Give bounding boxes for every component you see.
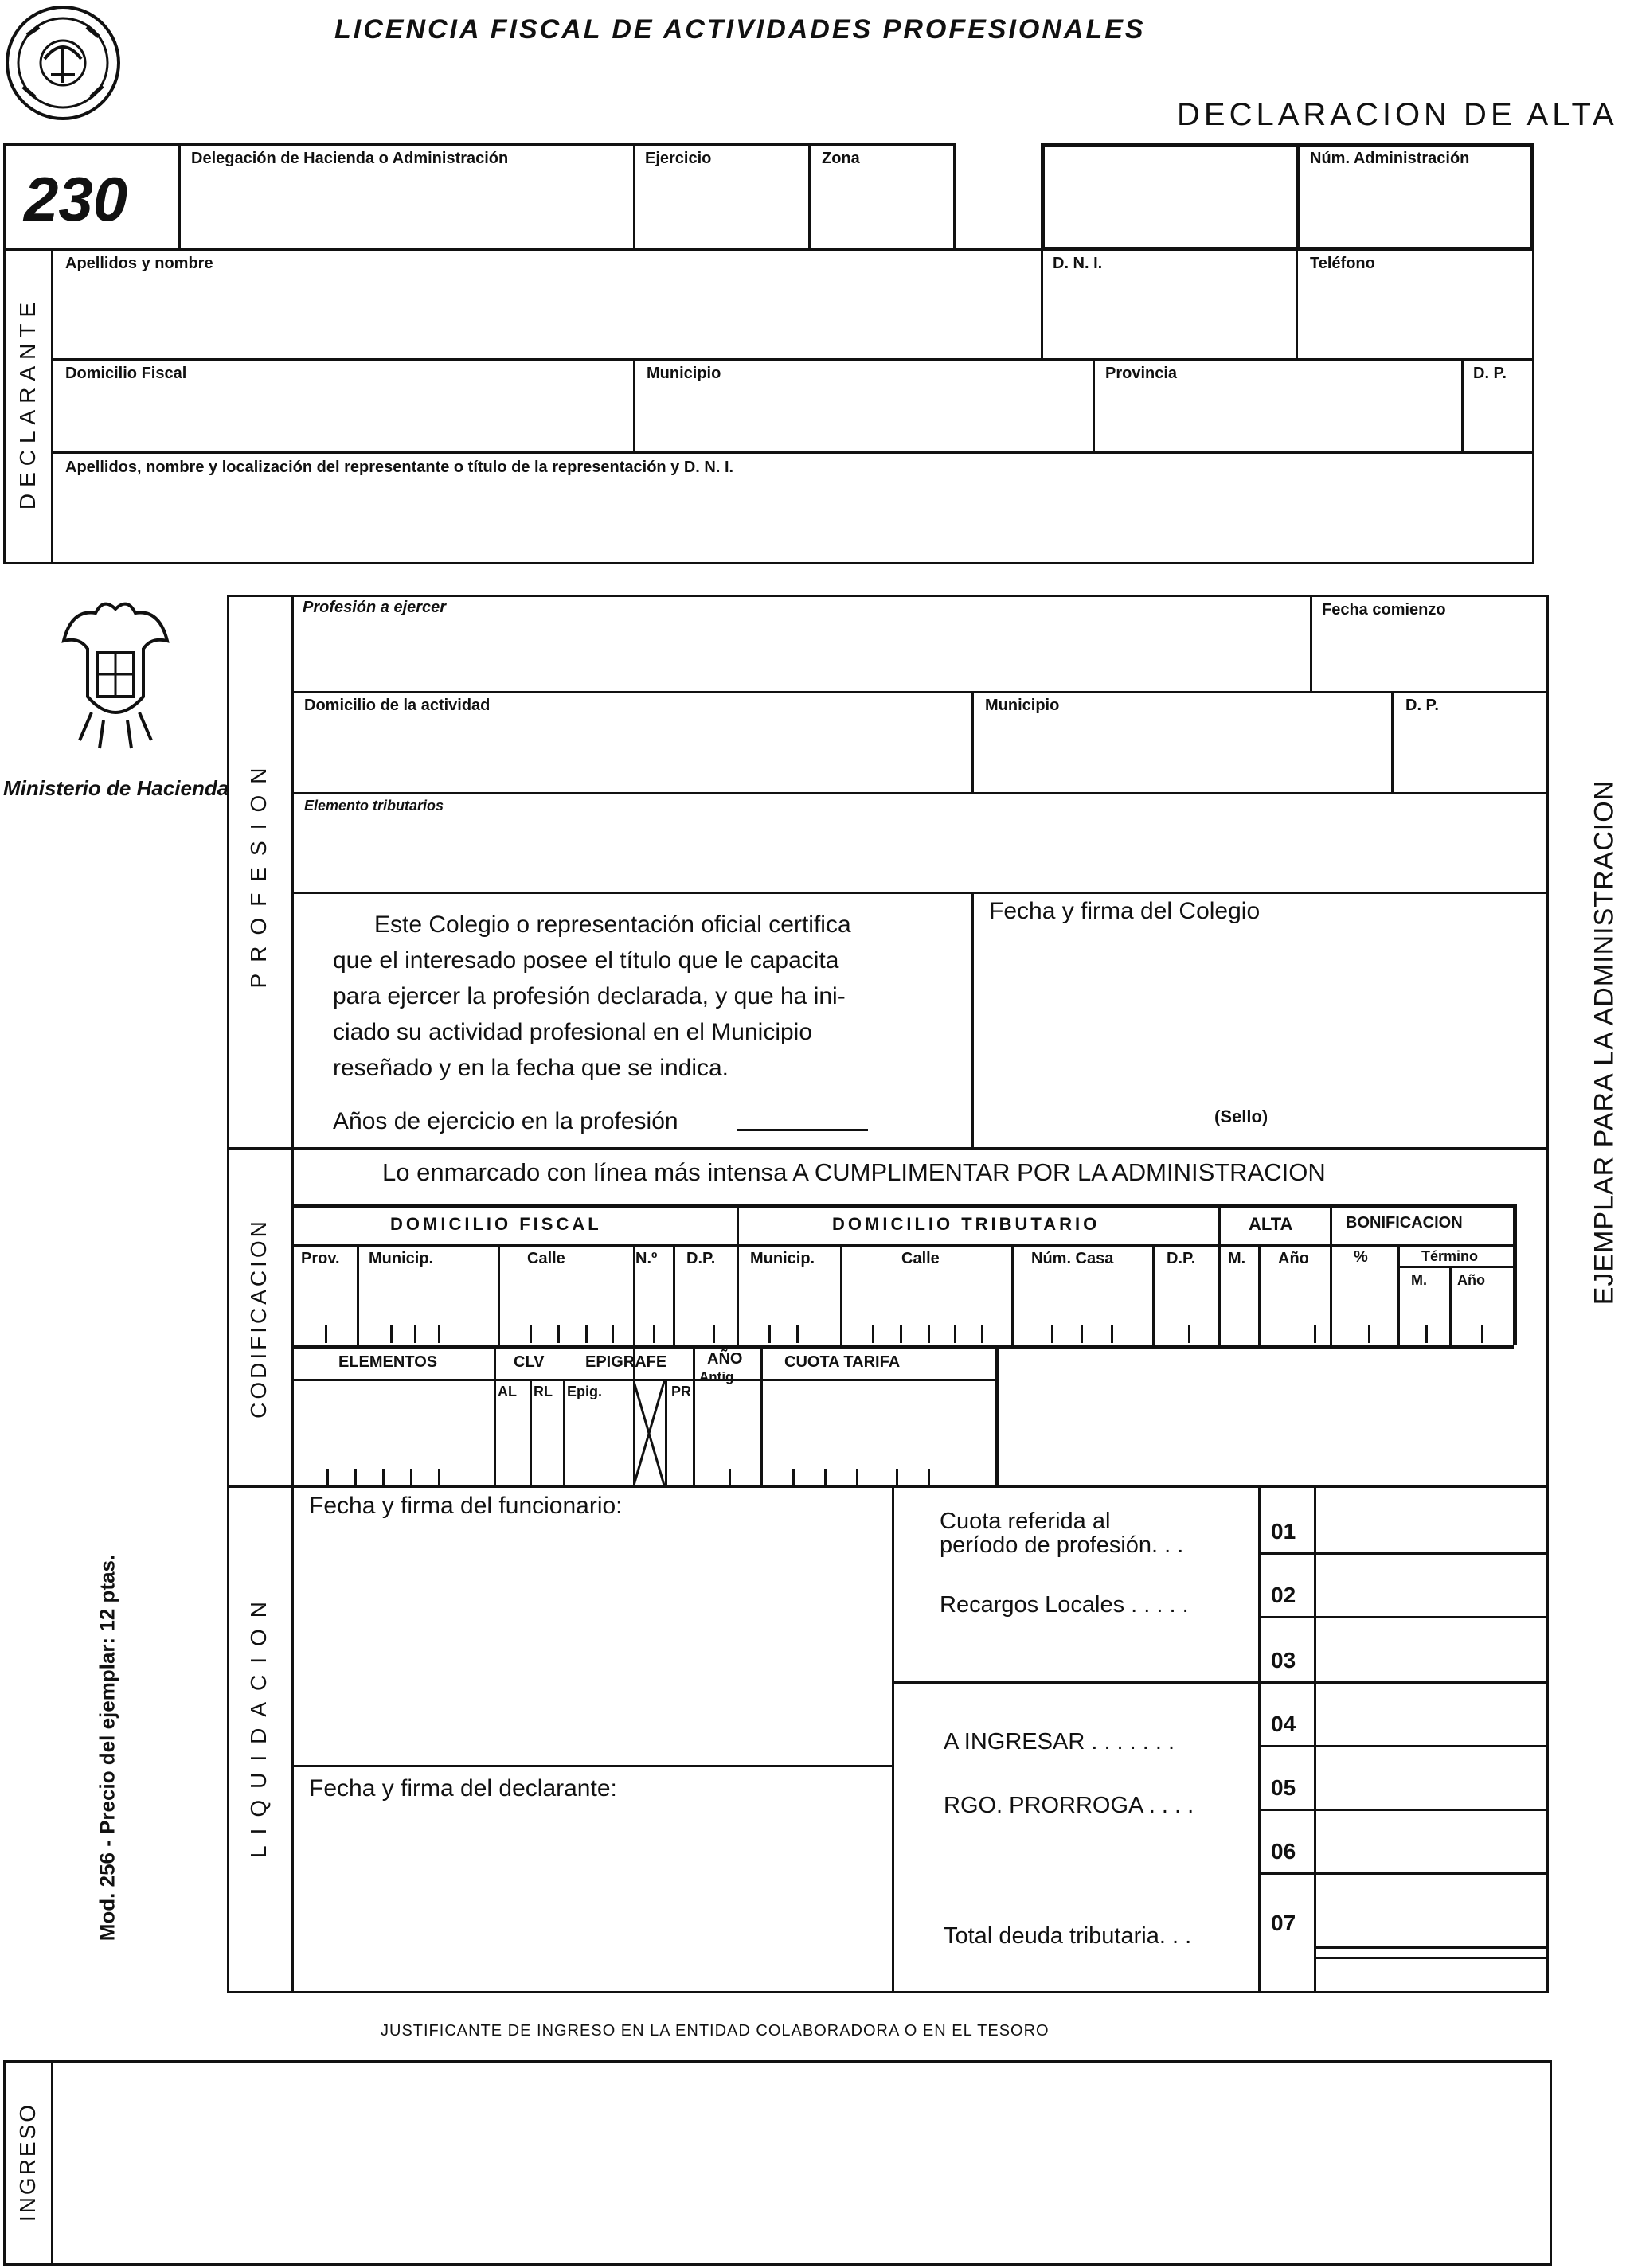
input-domicilio-fiscal[interactable] — [56, 384, 629, 447]
label-dp: D. P. — [1473, 365, 1507, 382]
label-ejercicio: Ejercicio — [645, 150, 712, 167]
label-al: AL — [498, 1384, 517, 1399]
code-03: 03 — [1271, 1648, 1296, 1673]
code-06: 06 — [1271, 1839, 1296, 1864]
input-dp[interactable] — [1465, 384, 1530, 447]
label-delegacion: Delegación de Hacienda o Administración — [191, 150, 509, 167]
label-zona: Zona — [822, 150, 860, 167]
code-07: 07 — [1271, 1911, 1296, 1935]
label-firma-declarante: Fecha y firma del declarante: — [309, 1775, 617, 1802]
input-anos-ejercicio[interactable] — [737, 1129, 868, 1131]
coat-of-arms-icon — [56, 593, 175, 752]
input-firma-colegio[interactable] — [978, 931, 1545, 1099]
label-provincia: Provincia — [1105, 365, 1178, 382]
input-domicilio-actividad[interactable] — [296, 718, 968, 788]
side-text-ejemplar: EJEMPLAR PARA LA ADMINISTRACION — [1589, 779, 1620, 1306]
code-02: 02 — [1271, 1583, 1296, 1607]
input-num-admin[interactable] — [1302, 169, 1529, 244]
header-domicilio-fiscal: DOMICILIO FISCAL — [390, 1214, 602, 1234]
label-alta-mes: M. — [1228, 1250, 1246, 1267]
input-municipio-actividad[interactable] — [975, 718, 1387, 788]
input-dni[interactable] — [1045, 275, 1292, 354]
input-amount-04[interactable] — [1318, 1684, 1545, 1742]
label-fecha-comienzo: Fecha comienzo — [1322, 601, 1446, 619]
input-zona[interactable] — [812, 169, 952, 247]
cert-line-4: ciado su actividad profesional en el Municipio — [333, 1019, 813, 1045]
label-municip-trib: Municip. — [750, 1250, 815, 1267]
price-note: Mod. 256 - Precio del ejemplar: 12 ptas. — [95, 1554, 119, 1942]
input-firma-funcionario[interactable] — [296, 1524, 887, 1761]
label-municipio-actividad: Municipio — [985, 697, 1060, 714]
input-amount-03[interactable] — [1318, 1619, 1545, 1678]
codificacion-section — [227, 1147, 1549, 1488]
label-telefono: Teléfono — [1310, 255, 1375, 272]
header-epigrafe: EPIGRAFE — [585, 1353, 667, 1371]
input-representante[interactable] — [56, 478, 1530, 560]
label-termino: Término — [1421, 1248, 1479, 1264]
code-04: 04 — [1271, 1712, 1296, 1736]
input-ejercicio[interactable] — [637, 169, 804, 247]
input-provincia[interactable] — [1096, 384, 1457, 447]
label-domicilio-actividad: Domicilio de la actividad — [304, 697, 491, 714]
label-dp-fiscal: D.P. — [686, 1250, 716, 1267]
label-dni: D. N. I. — [1053, 255, 1103, 272]
header-ano-antig: AÑO — [707, 1350, 743, 1368]
label-calle: Calle — [527, 1250, 565, 1267]
label-firma-colegio: Fecha y firma del Colegio — [989, 898, 1261, 924]
input-amount-07[interactable] — [1318, 1876, 1545, 1943]
label-a-ingresar: A INGRESAR . . . . . . . — [944, 1729, 1175, 1755]
header-domicilio-tributario: DOMICILIO TRIBUTARIO — [832, 1214, 1100, 1234]
input-amount-02[interactable] — [1318, 1556, 1545, 1613]
label-domicilio-fiscal: Domicilio Fiscal — [65, 365, 187, 382]
label-profesion: Profesión a ejercer — [303, 599, 447, 616]
section-liquidacion: LIQUIDACION — [246, 1590, 271, 1859]
label-cuota-2: período de profesión. . . — [940, 1532, 1184, 1558]
section-declarante: DECLARANTE — [15, 295, 40, 510]
cert-line-1: Este Colegio o representación oficial certifica — [374, 911, 851, 938]
input-telefono[interactable] — [1300, 275, 1530, 354]
label-firma-funcionario: Fecha y firma del funcionario: — [309, 1493, 623, 1519]
header-elementos: ELEMENTOS — [338, 1353, 438, 1371]
label-percent: % — [1354, 1248, 1368, 1266]
input-amount-06[interactable] — [1318, 1812, 1545, 1869]
input-elemento[interactable] — [296, 818, 1545, 888]
header-alta: ALTA — [1249, 1214, 1293, 1234]
label-total-deuda: Total deuda tributaria. . . — [944, 1923, 1192, 1949]
label-termino-ano: Año — [1457, 1272, 1485, 1288]
label-dp-actividad: D. P. — [1405, 697, 1439, 714]
input-ingreso[interactable] — [57, 2066, 1546, 2260]
label-elemento: Elemento tributarios — [304, 798, 444, 814]
input-amount-05[interactable] — [1318, 1748, 1545, 1805]
label-anos-ejercicio: Años de ejercicio en la profesión — [333, 1108, 678, 1134]
ministry-name: Ministerio de Hacienda — [3, 776, 229, 800]
input-apellidos[interactable] — [56, 275, 1035, 354]
label-municipio: Municipio — [647, 365, 721, 382]
label-cuota-1: Cuota referida al — [940, 1509, 1111, 1534]
label-num-casa: Núm. Casa — [1031, 1250, 1114, 1267]
header-bonificacion: BONIFICACION — [1346, 1214, 1463, 1232]
header-clv: CLV — [514, 1353, 545, 1371]
label-epig: Epig. — [567, 1384, 602, 1399]
section-ingreso: INGRESO — [15, 2102, 40, 2223]
input-firma-declarante[interactable] — [296, 1809, 887, 1989]
ingreso-heading: JUSTIFICANTE DE INGRESO EN LA ENTIDAD COLABORADORA O EN EL TESORO — [381, 2022, 1050, 2040]
label-municip: Municip. — [369, 1250, 434, 1267]
input-fecha-comienzo[interactable] — [1314, 621, 1545, 687]
label-termino-mes: M. — [1411, 1272, 1427, 1288]
codificacion-banner: Lo enmarcado con línea más intensa A CUMPLIMENTAR POR LA ADMINISTRACION — [382, 1158, 1326, 1186]
cert-line-2: que el interesado posee el título que le capacita — [333, 947, 839, 974]
model-number: 230 — [24, 164, 128, 234]
form-title: LICENCIA FISCAL DE ACTIVIDADES PROFESIONALES — [334, 14, 1146, 45]
label-antig: Antig. — [699, 1369, 738, 1384]
input-profesion[interactable] — [296, 621, 1306, 687]
label-rgo-prorroga: RGO. PRORROGA . . . . — [944, 1793, 1194, 1818]
section-codificacion: CODIFICACION — [246, 1218, 271, 1419]
cert-line-3: para ejercer la profesión declarada, y que ha ini- — [333, 983, 846, 1009]
input-amount-01[interactable] — [1318, 1489, 1545, 1549]
header-cuota-tarifa: CUOTA TARIFA — [784, 1353, 901, 1371]
label-alta-ano: Año — [1278, 1250, 1309, 1267]
cert-line-5: reseñado y en la fecha que se indica. — [333, 1055, 729, 1081]
label-dp-trib: D.P. — [1167, 1250, 1196, 1267]
label-calle-trib: Calle — [901, 1250, 940, 1267]
input-municipio[interactable] — [637, 384, 1089, 447]
form-subtitle: DECLARACION DE ALTA — [1177, 97, 1618, 132]
label-apellidos: Apellidos y nombre — [65, 255, 213, 272]
label-sello: (Sello) — [1214, 1107, 1268, 1126]
label-pr: PR — [671, 1384, 692, 1399]
input-delegacion[interactable] — [183, 169, 629, 247]
official-stamp-seal — [3, 3, 123, 123]
label-recargos: Recargos Locales . . . . . — [940, 1592, 1189, 1618]
label-rl: RL — [534, 1384, 553, 1399]
label-num-admin: Núm. Administración — [1310, 150, 1470, 167]
section-profesion: PROFESION — [246, 756, 271, 989]
code-05: 05 — [1271, 1775, 1296, 1800]
label-representante: Apellidos, nombre y localización del representante o título de la representación y D. N. I. — [65, 459, 734, 476]
label-prov: Prov. — [301, 1250, 340, 1267]
label-numero: N.º — [635, 1250, 658, 1267]
crossed-box — [633, 1379, 665, 1488]
code-01: 01 — [1271, 1519, 1296, 1544]
input-dp-actividad[interactable] — [1395, 718, 1545, 788]
